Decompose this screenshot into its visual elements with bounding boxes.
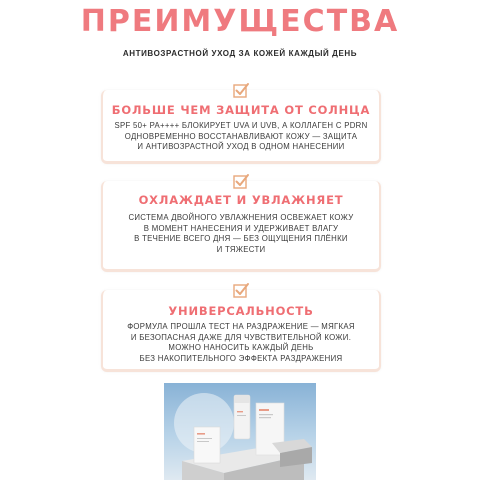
benefit-card-universal [101,290,381,372]
checkbox-icon [232,81,250,99]
page-title: ПРЕИМУЩЕСТВА [80,4,400,39]
benefit-card-line: БЕЗ НАКОПИТЕЛЬНОГО ЭФФЕКТА РАЗДРАЖЕНИЯ [139,353,343,363]
benefit-card-title: БОЛЬШЕ ЧЕМ ЗАЩИТА ОТ СОЛНЦА [111,103,371,117]
benefit-card-line: ФОРМУЛА ПРОШЛА ТЕСТ НА РАЗДРАЖЕНИЕ — МЯГКАЯ [127,322,355,331]
benefit-card-line: МОЖНО НАНОСИТЬ КАЖДЫЙ ДЕНЬ [168,343,314,352]
benefit-card-line: В ТЕЧЕНИЕ ВСЕГО ДНЯ — БЕЗ ОЩУЩЕНИЯ ПЛЁНКИ [134,234,348,243]
benefit-card-title: УНИВЕРСАЛЬНОСТЬ [168,304,314,318]
benefit-card-line: В МОМЕНТ НАНЕСЕНИЯ И УДЕРЖИВАЕТ ВЛАГУ [143,223,339,233]
page-subtitle: АНТИВОЗРАСТНОЙ УХОД ЗА КОЖЕЙ КАЖДЫЙ ДЕНЬ [122,49,358,58]
benefit-card-text [103,121,379,153]
benefit-card-title: ОХЛАЖДАЕТ И УВЛАЖНЯЕТ [138,193,344,207]
checkbox-icon [232,281,250,299]
product-photo [164,383,316,480]
benefit-card-line: SPF 50+ PA++++ БЛОКИРУЕТ UVA И UVB, А КОЛЛАГЕН С PDRN [114,121,368,130]
benefit-card-line: СИСТЕМА ДВОЙНОГО УВЛАЖНЕНИЯ ОСВЕЖАЕТ КОЖУ [128,213,354,222]
benefit-card-line: И АНТИВОЗРАСТНОЙ УХОД В ОДНОМ НАНЕСЕНИИ [137,142,345,151]
product-scene [164,383,316,480]
benefit-card-text [103,322,379,364]
benefit-card-line: И ТЯЖЕСТИ [216,244,266,254]
benefit-card-line: ОДНОВРЕМЕННО ВОССТАНАВЛИВАЮТ КОЖУ — ЗАЩИТА [124,131,358,141]
benefit-card-sun-protection [101,90,381,164]
benefit-card-line: И БЕЗОПАСНАЯ ДАЖЕ ДЛЯ ЧУВСТВИТЕЛЬНОЙ КОЖИ. [130,332,352,342]
benefit-card-text [103,213,379,255]
checkbox-icon [232,172,250,190]
benefit-card-cooling [101,181,381,272]
